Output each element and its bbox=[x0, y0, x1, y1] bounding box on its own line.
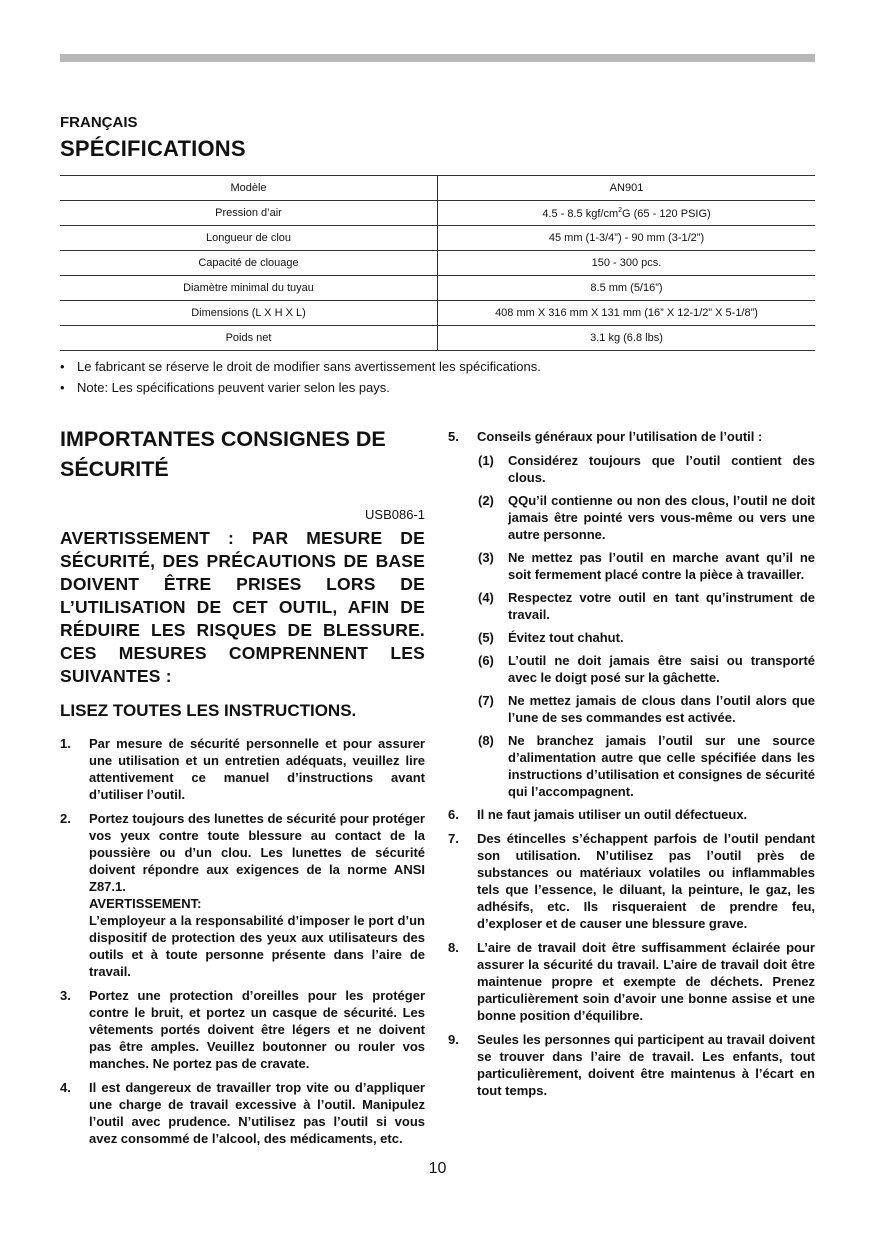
spec-notes bbox=[60, 358, 815, 400]
spec-value: AN901 bbox=[438, 176, 816, 201]
spec-value: 408 mm X 316 mm X 131 mm (16” X 12-1/2” X 5-1/8”) bbox=[438, 301, 816, 326]
list-item bbox=[60, 987, 425, 1072]
item-number: 9. bbox=[448, 1032, 459, 1047]
sub-item-text: L’outil ne doit jamais être saisi ou transporté avec le doigt posé sur la gâchette. bbox=[508, 653, 815, 685]
left-column bbox=[60, 424, 425, 1154]
table-row bbox=[60, 326, 815, 351]
sub-list-item bbox=[448, 692, 815, 726]
spec-label: Poids net bbox=[60, 326, 438, 351]
table-row bbox=[60, 226, 815, 251]
item-number: 8. bbox=[448, 940, 459, 955]
spec-value: 3.1 kg (6.8 lbs) bbox=[438, 326, 816, 351]
item-number: 1. bbox=[60, 736, 71, 751]
language-label: FRANÇAIS bbox=[60, 114, 138, 131]
table-row bbox=[60, 276, 815, 301]
sub-list-item bbox=[448, 732, 815, 800]
section-title bbox=[60, 424, 425, 484]
bullet-note: • Note: Les spécifications peuvent varier selon les pays. bbox=[60, 379, 815, 400]
spec-value bbox=[438, 201, 816, 226]
sub-list-item bbox=[448, 589, 815, 623]
item-warning-text: L’employeur a la responsabilité d’imposer le port d’un dispositif de protection des yeux aux utilisateurs des outils et à toute personne présente dans l’aire de travail. bbox=[89, 913, 425, 979]
sub-item-number: (6) bbox=[478, 653, 494, 668]
sub-item-number: (7) bbox=[478, 693, 494, 708]
item-text: L’aire de travail doit être suffisamment éclairée pour assurer la sécurité du travail. L’aire de travail doit être maintenue propre et exempte de déchets. Prenez particulièrement soin d’avoir une bonne assise et une bonne position d’équilibre. bbox=[477, 940, 815, 1023]
list-item bbox=[448, 806, 815, 823]
sub-item-text: Évitez tout chahut. bbox=[508, 630, 624, 645]
sub-list-item bbox=[448, 492, 815, 543]
list-item bbox=[448, 428, 815, 445]
spec-label: Diamètre minimal du tuyau bbox=[60, 276, 438, 301]
item-text: Portez toujours des lunettes de sécurité pour protéger vos yeux contre toute blessure au contact de la poussière ou d’un clou. Les lunettes de sécurité doivent répondre aux exigences de la norme ANSI Z87.1. bbox=[89, 811, 425, 894]
section-title-line: SÉCURITÉ bbox=[60, 457, 169, 481]
item-text: Il est dangereux de travailler trop vite ou d’appliquer une charge de travail excessive à l’outil. Manipulez l’outil avec prudence. N’utilisez pas l’outil si vous avez consommé de l’alcool, des médicaments, etc. bbox=[89, 1080, 425, 1146]
spec-value: 45 mm (1-3/4”) - 90 mm (3-1/2”) bbox=[438, 226, 816, 251]
spec-label: Longueur de clou bbox=[60, 226, 438, 251]
sub-item-number: (2) bbox=[478, 493, 494, 508]
item-text: Il ne faut jamais utiliser un outil défectueux. bbox=[477, 807, 748, 822]
sub-item-number: (1) bbox=[478, 453, 494, 468]
item-text: Seules les personnes qui participent au travail doivent se trouver dans l’aire de travail. Les enfants, tout particulièrement, doivent être maintenus à l’écart en tout temps. bbox=[477, 1032, 815, 1098]
sub-item-text: Ne branchez jamais l’outil sur une source d’alimentation autre que celle spécifiée dans les instructions d’utilisation et consignes de sécurité qui l’accompagnent. bbox=[508, 733, 815, 799]
list-item bbox=[448, 939, 815, 1024]
sub-item-text: QQu’il contienne ou non des clous, l’outil ne doit jamais être pointé vers vous-même ou vers une autre personne. bbox=[508, 493, 815, 542]
sub-list-item bbox=[448, 452, 815, 486]
list-item bbox=[448, 830, 815, 932]
item-warning-label: AVERTISSEMENT: bbox=[89, 896, 202, 911]
table-row bbox=[60, 201, 815, 226]
item-text: Des étincelles s’échappent parfois de l’outil pendant son utilisation. N’utilisez pas l’outil près de substances ou matériaux volatiles ou inflammables tels que l’essence, le diluant, la peinture, le gaz, les adhésifs, etc. Ils risqueraient de prendre feu, d’exploser et de causer une blessure grave. bbox=[477, 831, 815, 931]
sub-item-number: (5) bbox=[478, 630, 494, 645]
item-number: 6. bbox=[448, 807, 459, 822]
read-instructions-heading: LISEZ TOUTES LES INSTRUCTIONS. bbox=[60, 701, 357, 720]
item-text: Portez une protection d’oreilles pour les protéger contre le bruit, et portez un casque de sécurité. Les vêtements portés doivent être légers et ne doivent pas être amples. Veuillez boutonner ou rouler vos manches. Ne portez pas de cravate. bbox=[89, 988, 425, 1071]
document-code: USB086-1 bbox=[365, 507, 425, 522]
spec-label: Dimensions (L X H X L) bbox=[60, 301, 438, 326]
specifications-table bbox=[60, 175, 815, 351]
sub-list-item bbox=[448, 652, 815, 686]
item-number: 5. bbox=[448, 429, 459, 444]
item-number: 7. bbox=[448, 831, 459, 846]
list-item bbox=[60, 1079, 425, 1147]
page-number: 10 bbox=[428, 1160, 447, 1177]
right-column bbox=[448, 428, 815, 1106]
general-warning: AVERTISSEMENT : PAR MESURE DE SÉCURITÉ, DES PRÉCAUTIONS DE BASE DOIVENT ÊTRE PRISES LORS DE L’UTILISATION DE CET OUTIL, AFIN DE RÉDUIRE LES RISQUES DE BLESSURE. CES MESURES COMPRENNENT LES SUIVANTES : bbox=[60, 528, 425, 686]
sub-item-number: (3) bbox=[478, 550, 494, 565]
sub-item-text: Ne mettez jamais de clous dans l’outil alors que l’une de ses commandes est activée. bbox=[508, 693, 815, 725]
item-number: 3. bbox=[60, 988, 71, 1003]
sub-list-item bbox=[448, 629, 815, 646]
spec-value: 8.5 mm (5/16”) bbox=[438, 276, 816, 301]
table-row bbox=[60, 251, 815, 276]
list-item bbox=[60, 810, 425, 980]
sub-item-text: Respectez votre outil en tant qu’instrument de travail. bbox=[508, 590, 815, 622]
list-item bbox=[60, 735, 425, 803]
list-item bbox=[448, 1031, 815, 1099]
sub-item-text: Ne mettez pas l’outil en marche avant qu’il ne soit fermement placé contre la pièce à travailler. bbox=[508, 550, 815, 582]
sub-item-number: (8) bbox=[478, 733, 494, 748]
section-title-line: IMPORTANTES CONSIGNES DE bbox=[60, 427, 386, 451]
item-text: Conseils généraux pour l’utilisation de l’outil : bbox=[477, 429, 763, 444]
sub-item-text: Considérez toujours que l’outil contient des clous. bbox=[508, 453, 815, 485]
item-text: Par mesure de sécurité personnelle et pour assurer une utilisation et un entretien adéquats, veuillez lire attentivement ce manuel d’instructions avant d’utiliser l’outil. bbox=[89, 736, 425, 802]
spec-label: Capacité de clouage bbox=[60, 251, 438, 276]
spec-value: 150 - 300 pcs. bbox=[438, 251, 816, 276]
table-row bbox=[60, 301, 815, 326]
table-row bbox=[60, 176, 815, 201]
page-title: SPÉCIFICATIONS bbox=[60, 136, 246, 161]
spec-value-superscript: 2 bbox=[618, 206, 623, 214]
sub-list-item bbox=[448, 549, 815, 583]
item-number: 2. bbox=[60, 811, 71, 826]
spec-value-suffix: G (65 - 120 PSIG) bbox=[622, 207, 711, 220]
bullet-note: • Le fabricant se réserve le droit de modifier sans avertissement les spécifications. bbox=[60, 358, 815, 379]
spec-value-main: 4.5 - 8.5 kgf/cm bbox=[542, 207, 619, 220]
spec-label: Modèle bbox=[60, 176, 438, 201]
spec-label: Pression d’air bbox=[60, 201, 438, 226]
sub-item-number: (4) bbox=[478, 590, 494, 605]
item-number: 4. bbox=[60, 1080, 71, 1095]
header-rule bbox=[60, 54, 815, 62]
